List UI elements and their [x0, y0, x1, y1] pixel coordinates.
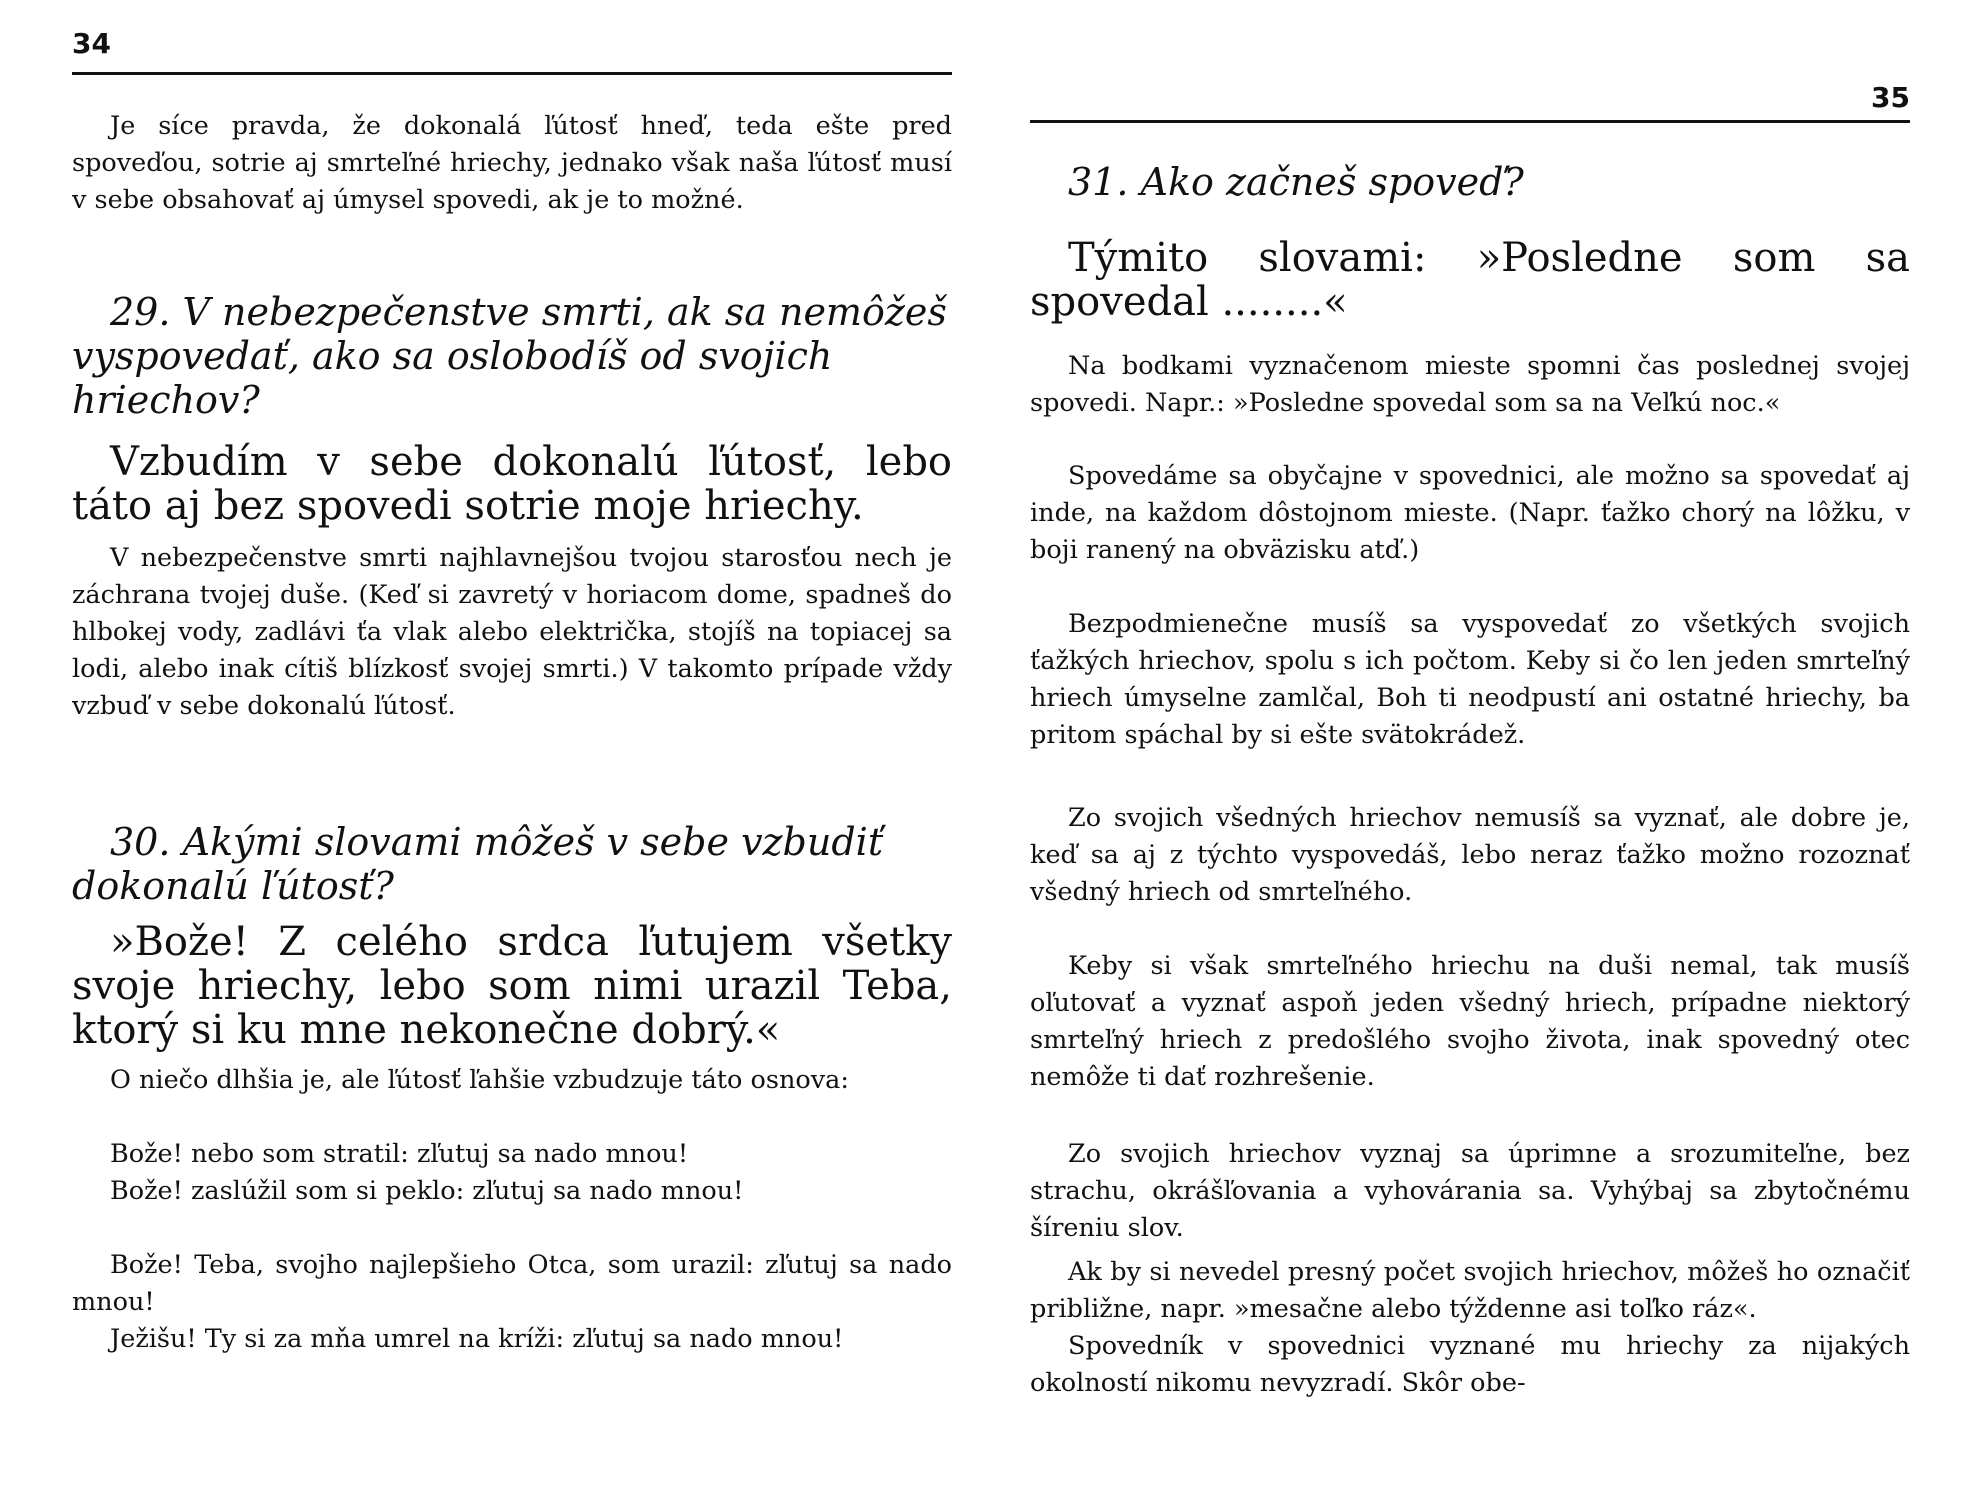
page-number-right: 35: [1871, 81, 1910, 114]
paragraph: Ak by si nevedel presný počet svojich hriechov, môžeš ho označiť približne, napr. »mesačne alebo týždenne asi toľko ráz«.: [1030, 1257, 1910, 1324]
question-31: 31. Ako začneš spoveď?: [1068, 160, 1524, 204]
header-rule-right: [1030, 120, 1910, 123]
answer-29: Vzbudím v sebe dokonalú ľútosť, lebo táto aj bez spovedi sotrie moje hriechy.: [72, 439, 952, 529]
question-29: 29. V nebezpečenstve smrti, ak sa nemôžeš vyspovedať, ako sa oslobodíš od svojich hriechov?: [72, 290, 947, 422]
paragraph: Bezpodmienečne musíš sa vyspovedať zo všetkých svojich ťažkých hriechov, spolu s ich počtom. Keby si čo len jeden smrteľný hriech úmyselne zamlčal, Boh ti neodpustí ani ostatné hriechy, ba pritom spáchal by si ešte svätokrádež.: [1030, 609, 1910, 750]
page-number-left: 34: [72, 27, 111, 60]
paragraph: Zo svojich všedných hriechov nemusíš sa vyznať, ale dobre je, keď sa aj z týchto vyspovedáš, lebo neraz ťažko možno rozoznať všedný hriech od smrteľného.: [1030, 803, 1910, 907]
explanation-29: V nebezpečenstve smrti najhlavnejšou tvojou starosťou nech je záchrana tvojej duše. (Keď si zavretý v horiacom dome, spadneš do hlbokej vody, zadlávi ťa vlak alebo električka, stojíš na topiacej sa lodi, alebo inak cítiš blízkosť svojej smrti.) V takomto prípade vždy vzbuď v sebe dokonalú ľútosť.: [72, 543, 952, 721]
answer-30: »Bože! Z celého srdca ľutujem všetky svoje hriechy, lebo som nimi urazil Teba, ktorý si ku mne nekonečne dobrý.«: [72, 919, 952, 1053]
paragraph: Na bodkami vyznačenom mieste spomni čas poslednej svojej spovedi. Napr.: »Posledne spovedal som sa na Veľkú noc.«: [1030, 351, 1910, 418]
answer-31: Týmito slovami: »Posledne som sa spovedal ........«: [1030, 235, 1910, 325]
prayer-line: Bože! nebo som stratil: zľutuj sa nado mnou!: [110, 1139, 689, 1169]
paragraph: Spovedník v spovednici vyznané mu hriechy za nijakých okolností nikomu nevyzradí. Skôr obe-: [1030, 1331, 1910, 1398]
header-rule-left: [72, 72, 952, 75]
prayer-line: Ježišu! Ty si za mňa umrel na kríži: zľutuj sa nado mnou!: [110, 1324, 844, 1354]
prayer-line: Bože! Teba, svojho najlepšieho Otca, som urazil: zľutuj sa nado mnou!: [72, 1250, 952, 1317]
paragraph: Keby si však smrteľného hriechu na duši nemal, tak musíš oľutovať a vyznať aspoň jeden všedný hriech, prípadne niektorý smrteľný hriech z predošlého svojho života, inak spovedný otec nemôže ti dať rozhrešenie.: [1030, 951, 1910, 1092]
intro-paragraph: Je síce pravda, že dokonalá ľútosť hneď, teda ešte pred spoveďou, sotrie aj smrteľné hriechy, jednako však naša ľútosť musí v sebe obsahovať aj úmysel spovedi, ak je to možné.: [72, 111, 952, 215]
paragraph: Spovedáme sa obyčajne v spovednici, ale možno sa spovedať aj inde, na každom dôstojnom mieste. (Napr. ťažko chorý na lôžku, v boji ranený na obväzisku atď.): [1030, 461, 1910, 565]
question-30: 30. Akými slovami môžeš v sebe vzbudiť dokonalú ľútosť?: [72, 820, 884, 908]
prayer-intro: O niečo dlhšia je, ale ľútosť ľahšie vzbudzuje táto osnova:: [110, 1065, 849, 1095]
paragraph: Zo svojich hriechov vyznaj sa úprimne a srozumiteľne, bez strachu, okrášľovania a vyhovárania sa. Vyhýbaj sa zbytočnému šíreniu slov.: [1030, 1139, 1910, 1243]
prayer-line: Bože! zaslúžil som si peklo: zľutuj sa nado mnou!: [110, 1176, 744, 1206]
